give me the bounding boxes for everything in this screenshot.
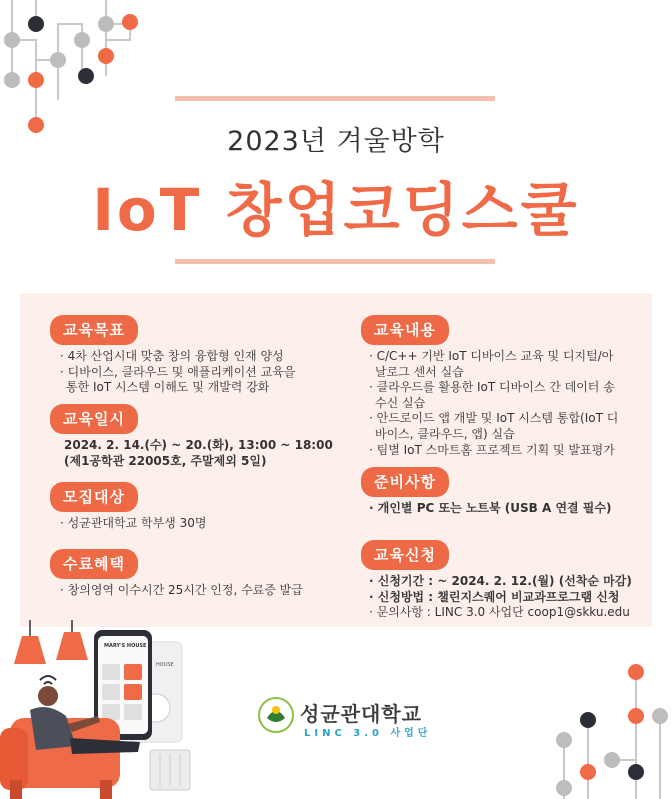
section-tag: 수료혜택 (50, 549, 138, 579)
section-line: · 성균관대학교 학부생 30명 (60, 516, 207, 530)
section-line: · 팀별 IoT 스마트홈 프로젝트 기획 및 발표평가 (369, 442, 615, 457)
section-line: · 4차 산업시대 맞춤 창의 융합형 인재 양성 (60, 349, 284, 363)
section-line: (제1공학관 22005호, 주말제외 5일) (64, 453, 267, 468)
university-emblem-icon (257, 696, 295, 734)
section-schedule (50, 404, 333, 469)
section-tag: 교육내용 (361, 315, 449, 345)
linc-label: LINC 3.0 사업단 (304, 728, 432, 739)
section-line: · C/C++ 기반 IoT 디바이스 교육 및 디지털/아 (369, 349, 614, 363)
section-line: · 클라우드를 활용한 IoT 디바이스 간 데이터 송 (369, 380, 615, 395)
section-benefit (50, 549, 303, 599)
section-target (50, 482, 206, 532)
section-line: · 디바이스, 클라우드 및 애플리케이션 교육을 (60, 364, 296, 379)
section-line: · 개인별 PC 또는 노트북 (USB A 연결 필수) (369, 501, 612, 515)
title-bottom-bar (175, 259, 495, 264)
section-line: · 창의영역 이수시간 25시간 인정, 수료증 발급 (60, 583, 303, 597)
smart-home-illustration (0, 620, 200, 799)
section-content (361, 315, 618, 458)
section-line: 날로그 센서 실습 (375, 364, 464, 379)
section-line: · 신청기간 : ~ 2024. 2. 12.(월) (선착순 마감) (369, 574, 632, 588)
section-tag: 모집대상 (50, 482, 138, 512)
section-line: 바이스, 클라우드, 앱) 실습 (375, 426, 515, 441)
section-tag: 교육목표 (50, 315, 138, 345)
section-tag: 교육신청 (361, 540, 449, 570)
subtitle: 2023년 겨울방학 (227, 126, 445, 157)
section-tag: 교육일시 (50, 404, 138, 434)
section-line: 2024. 2. 14.(수) ~ 20.(화), 13:00 ~ 18:00 (64, 438, 333, 452)
university-name: 성균관대학교 (300, 702, 422, 726)
section-goal (50, 315, 295, 396)
phone-title: MARY'S HOUSE (104, 643, 147, 649)
section-line: 수신 실습 (375, 395, 426, 410)
section-line: · 신청방법 : 챌린지스퀘어 비교과프로그램 신청 (369, 589, 620, 604)
title-top-bar (175, 96, 495, 101)
section-line: · 문의사항 : LINC 3.0 사업단 coop1@skku.edu (369, 605, 630, 620)
page-title: IoT 창업코딩스쿨 (92, 176, 580, 244)
section-line: 통한 IoT 시스템 이해도 및 개발력 강화 (66, 380, 270, 395)
section-apply (361, 540, 632, 621)
phone-side-label: HOUSE (156, 662, 174, 668)
section-line: · 안드로이드 앱 개발 및 IoT 시스템 통합(IoT 디 (369, 411, 619, 426)
section-tag: 준비사항 (361, 467, 449, 497)
section-prep (361, 467, 611, 517)
